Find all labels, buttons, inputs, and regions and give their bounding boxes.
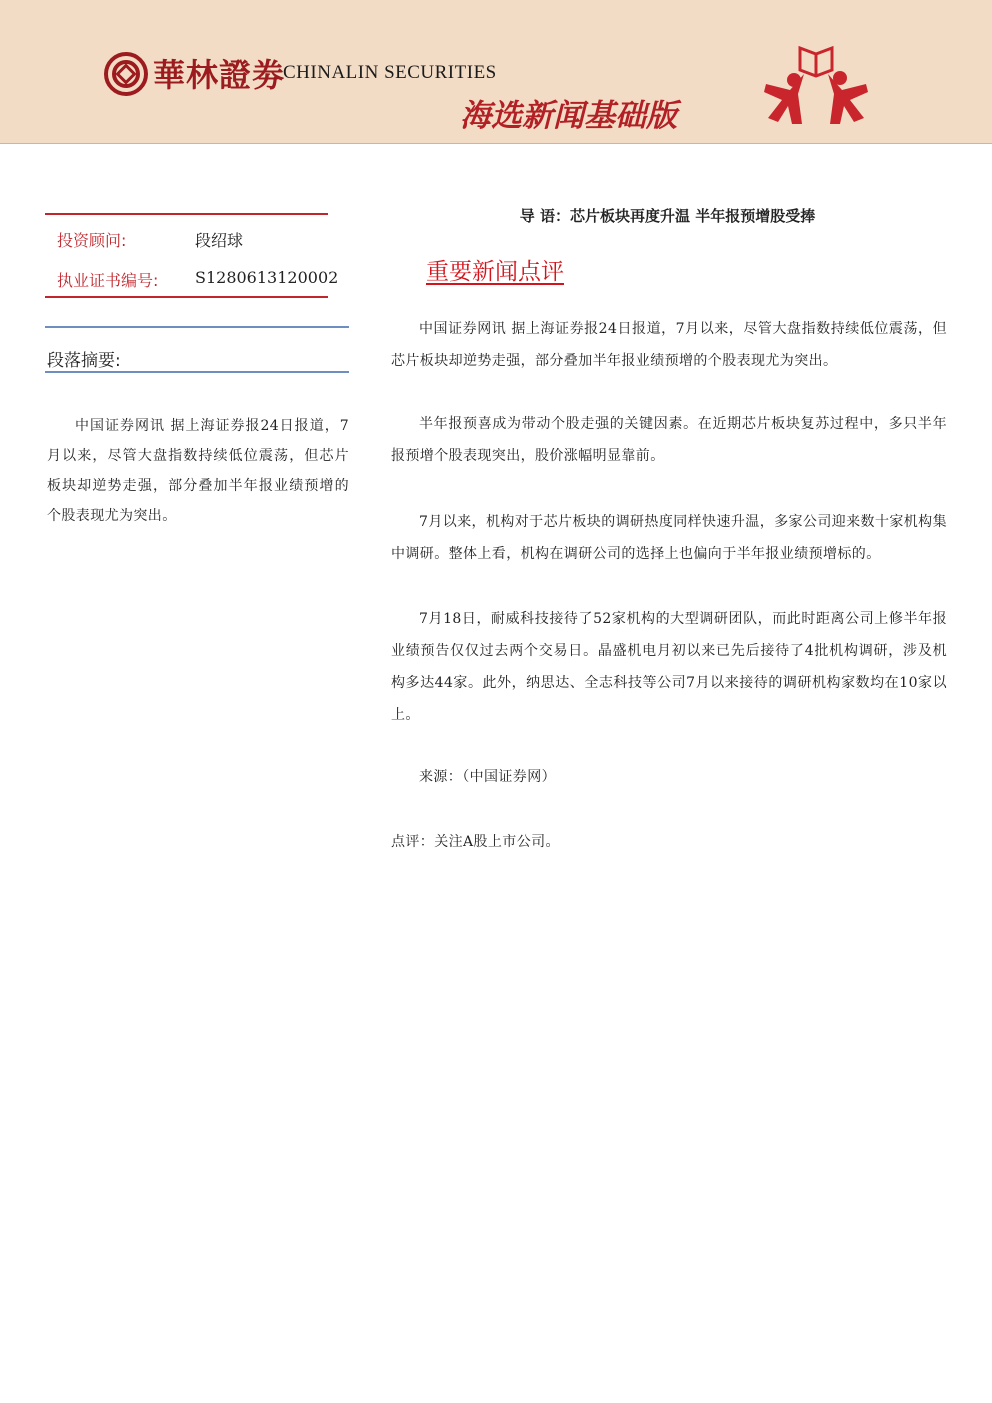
license-label: 执业证书编号: (57, 271, 159, 290)
reading-children-mascot-icon (760, 44, 872, 126)
article-paragraph: 7月18日，耐威科技接待了52家机构的大型调研团队，而此时距离公司上修半年报业绩预告仅仅过去两个交易日。晶盛机电月初以来已先后接待了4批机构调研，涉及机构多达44家。此外，纳思达、全志科技等公司7月以来接待的调研机构家数均在10家以上。 (391, 611, 947, 723)
advisor-label: 投资顾问: (57, 231, 127, 250)
advisor-name: 段绍球 (195, 231, 244, 250)
divider-blue-top (45, 326, 349, 328)
license-number: S1280613120002 (195, 268, 339, 287)
edition-title: 海选新闻基础版 (460, 98, 677, 134)
brand-name-en: CHINALIN SECURITIES (283, 62, 497, 83)
article-paragraph: 中国证券网讯 据上海证券报24日报道，7月以来，尽管大盘指数持续低位震荡，但芯片板块却逆势走强，部分叠加半年报业绩预增的个股表现尤为突出。 (391, 321, 947, 369)
brand-name-cn: 華林證劵 (153, 56, 286, 94)
divider-red-bottom (45, 296, 328, 298)
summary-text: 中国证券网讯 据上海证券报24日报道，7月以来，尽管大盘指数持续低位震荡，但芯片板块却逆势走强，部分叠加半年报业绩预增的个股表现尤为突出。 (47, 418, 349, 524)
divider-blue-bottom (45, 371, 349, 373)
divider-red-top (45, 213, 328, 215)
section-title: 重要新闻点评 (426, 259, 564, 285)
header-banner (0, 0, 992, 144)
comment-line: 点评：关注A股上市公司。 (391, 834, 560, 850)
article-paragraph: 7月以来，机构对于芯片板块的调研热度同样快速升温，多家公司迎来数十家机构集中调研。整体上看，机构在调研公司的选择上也偏向于半年报业绩预增标的。 (391, 514, 947, 562)
article-paragraph: 半年报预喜成为带动个股走强的关键因素。在近期芯片板块复苏过程中，多只半年报预增个股表现突出，股价涨幅明显靠前。 (391, 416, 947, 464)
summary-title: 段落摘要: (47, 351, 121, 371)
logo-mark-icon (104, 52, 148, 96)
source-line: 来源：（中国证券网） (419, 769, 556, 785)
lead-headline: 导 语：芯片板块再度升温 半年报预增股受捧 (519, 207, 816, 225)
